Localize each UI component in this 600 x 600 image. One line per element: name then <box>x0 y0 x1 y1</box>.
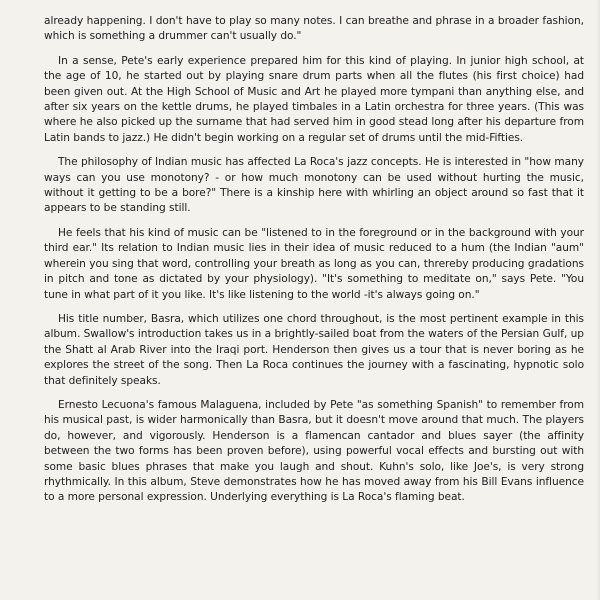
paragraph-malaguena: Ernesto Lecuona's famous Malaguena, included by Pete "as something Spanish" to remember from his musical past, is wider harmonically than Basra, but it doesn't move around that much. The players do, however, and vigorously. Henderson is a flamencan cantador and blues sayer (the affinity between the two forms has been proven before), using powerful vocal effects and bursting out with some basic blues phrases that make you laugh and shout. Kuhn's solo, like Joe's, is very strong rhythmically. In this album, Steve demonstrates how he has moved away from his Bill Evans influence to a more personal expression. Underlying everything is La Roca's flaming beat. <box>44 398 584 504</box>
paragraph-third-ear: He feels that his kind of music can be "listened to in the foreground or in the background with your third ear." Its relation to Indian music lies in their idea of music reduced to a hum (the Indian "aum" wherein you sing that word, controlling your breath as long as you can, threreby producing gradations in pitch and tone as dictated by your physiology). "It's something to meditate on," says Pete. "You tune in what part of it you like. It's like listening to the world -it's always going on." <box>44 226 584 301</box>
paragraph-early-experience: In a sense, Pete's early experience prepared him for this kind of playing. In junior high school, at the age of 10, he started out by playing snare drum parts when all the flutes (his first choice) had been given out. At the High School of Music and Art he played more tympani than anything else, and after six years on the kettle drums, he played timbales in a Latin orchestra for three years. (This was where he also picked up the surname that had served him in good stead long after his departure from Latin bands to jazz.) He didn't begin working on a regular set of drums until the mid-Fifties. <box>44 54 584 144</box>
paragraph-basra: His title number, Basra, which utilizes one chord throughout, is the most pertinent example in this album. Swallow's introduction takes us in a brightly-sailed boat from the waters of the Persian Gulf, up the Shatt al Arab River into the Iraqi port. Henderson then gives us a tour that is never boring as he explores the street of the song. Then La Roca continues the journey with a fascinating, hypnotic solo that definitely speaks. <box>44 312 584 387</box>
paragraph-continued-quote: already happening. I don't have to play so many notes. I can breathe and phrase in a broader fashion, which is something a drummer can't usually do." <box>44 15 584 43</box>
scan-edge-shadow <box>596 0 600 600</box>
paragraph-indian-philosophy: The philosophy of Indian music has affected La Roca's jazz concepts. He is interested in "how many ways can you use monotony? - or how much monotony can be used without hurting the music, without it getting to be a bore?" There is a kinship here with whirling an object around so fast that it appears to be standing still. <box>44 156 584 215</box>
liner-notes-text <box>44 14 584 506</box>
